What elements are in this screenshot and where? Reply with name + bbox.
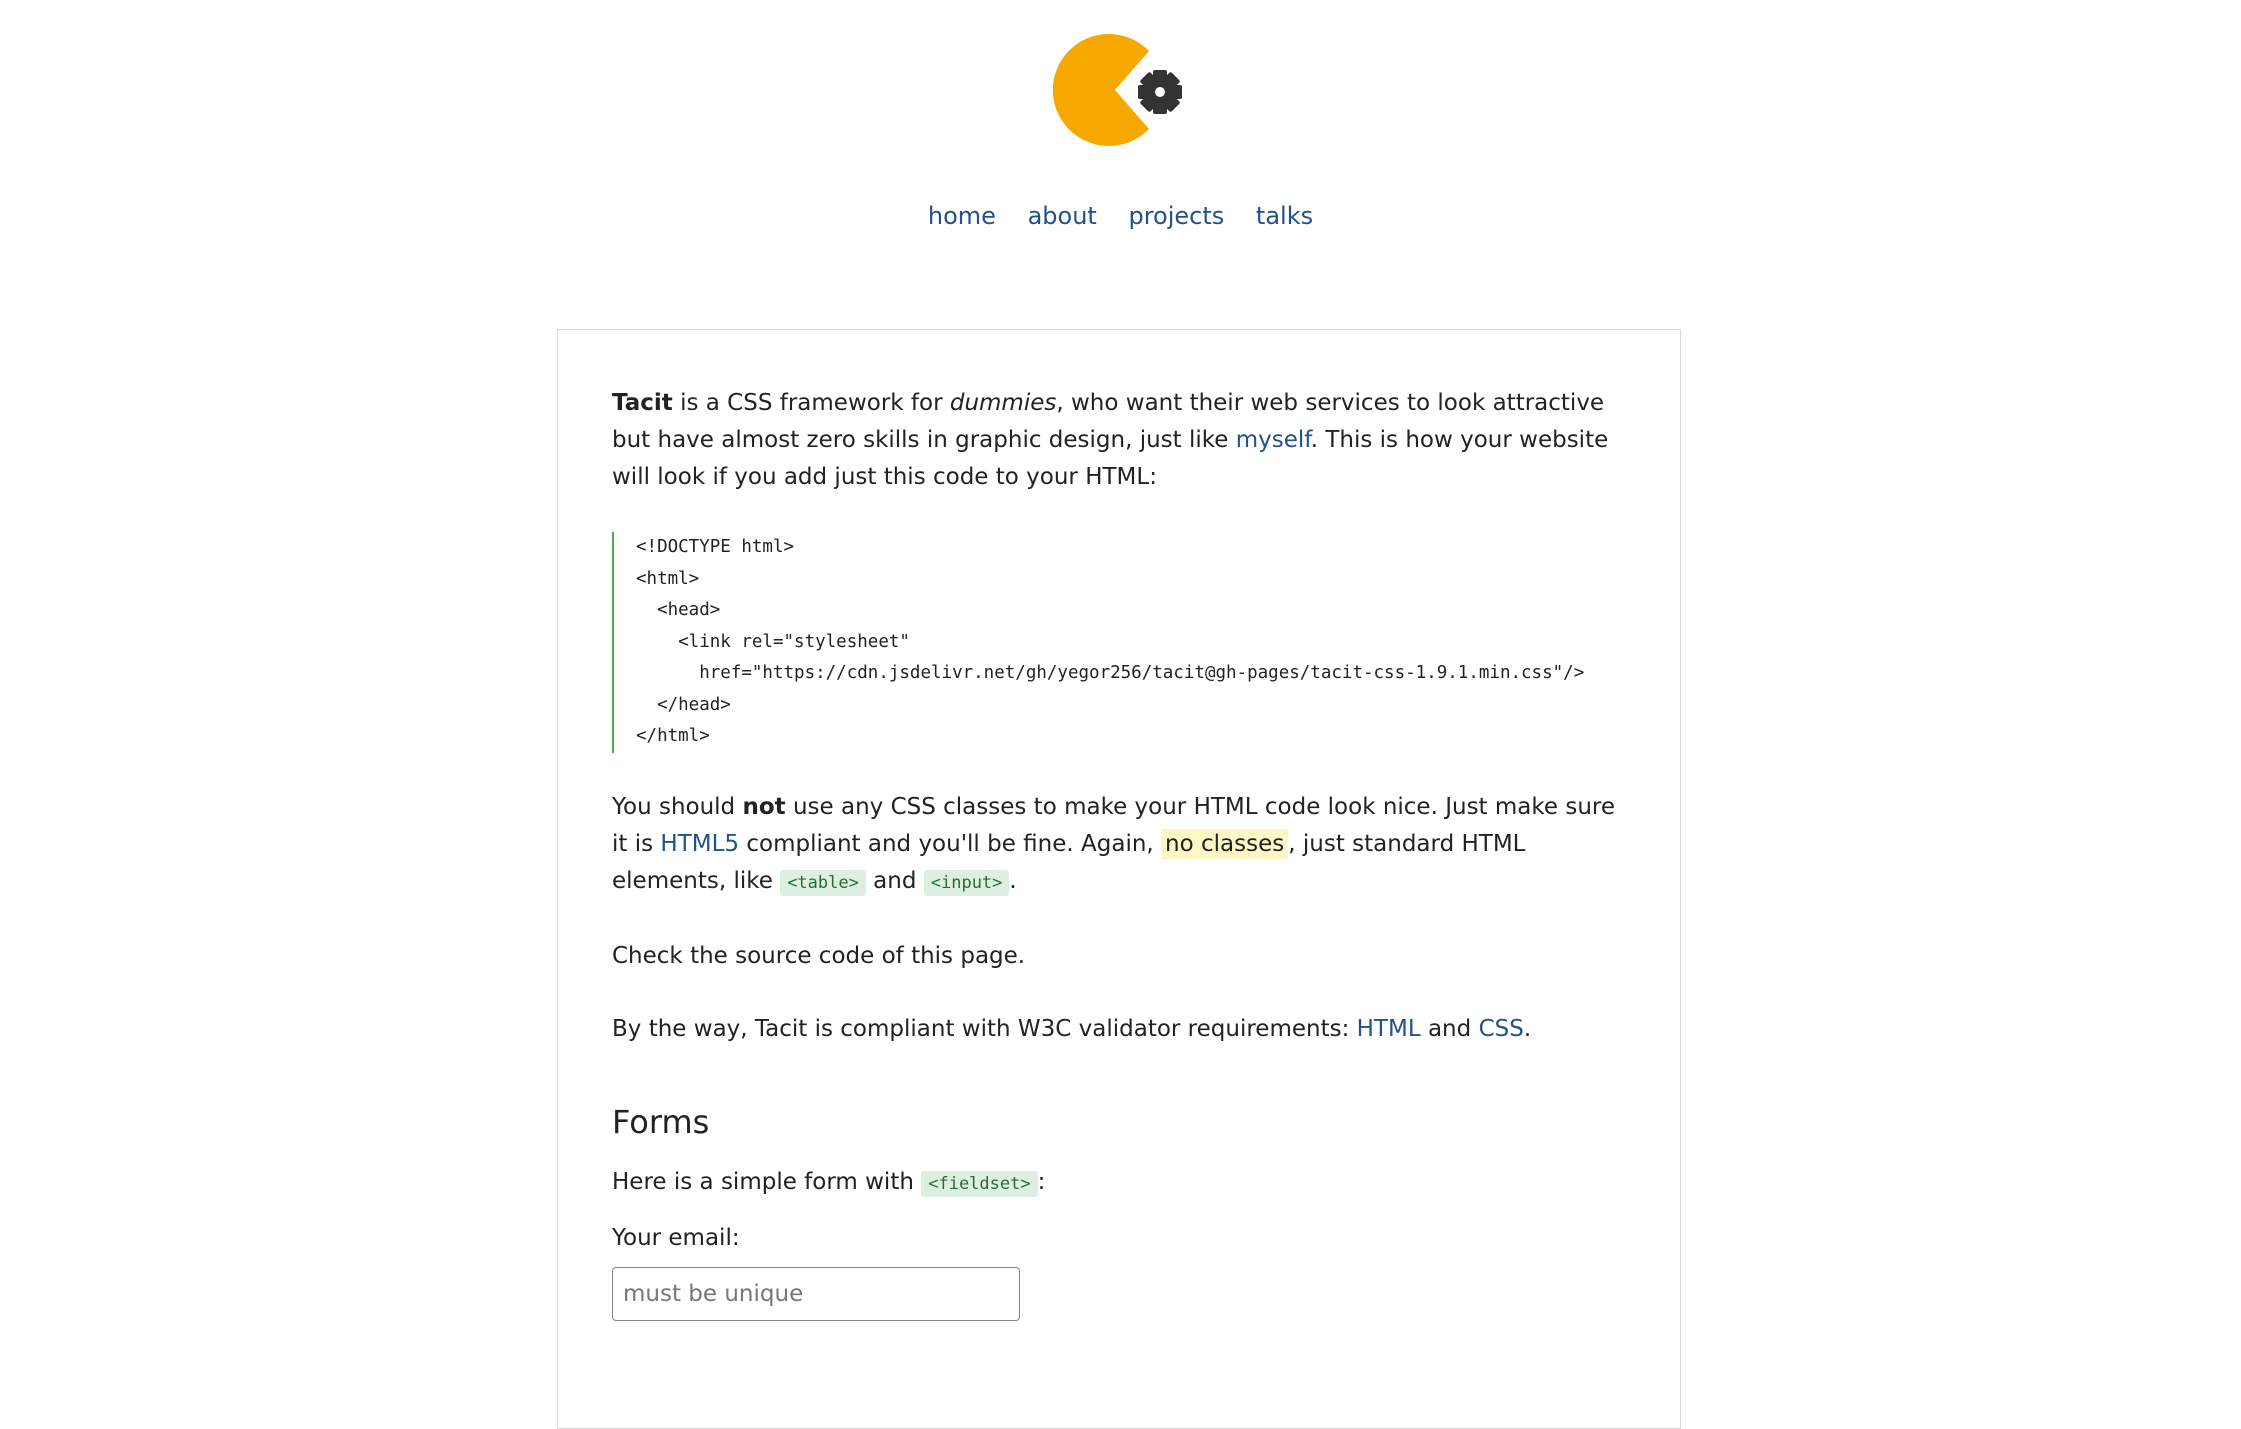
email-input[interactable] xyxy=(612,1267,1020,1321)
css-validator-link[interactable]: CSS xyxy=(1478,1015,1524,1042)
brand-name: Tacit xyxy=(612,390,673,416)
code-block: <!DOCTYPE html> <html> <head> <link rel="stylesheet" href="https://cdn.jsdelivr.net/gh/yegor256/tacit@gh-pages/tacit-css-1.9.1.min.css"/> </head> </html> xyxy=(612,532,1626,753)
html5-link[interactable]: HTML5 xyxy=(660,830,740,857)
site-logo[interactable] xyxy=(1052,30,1188,150)
nav-home[interactable]: home xyxy=(927,202,996,230)
intro-paragraph: Tacit is a CSS framework for dummies, who want their web services to look attractive but have almost zero skills in graphic design, just like myself. This is how your website will look if you add just this code to your HTML: xyxy=(612,390,1609,490)
dummies-emphasis: dummies xyxy=(949,390,1057,416)
code-table-tag: <table> xyxy=(780,870,866,896)
content-card xyxy=(557,329,1681,1429)
nav-about[interactable]: about xyxy=(1027,202,1097,230)
not-strong: not xyxy=(742,793,786,820)
html-validator-link[interactable]: HTML xyxy=(1356,1015,1421,1042)
classes-paragraph: You should not use any CSS classes to make your HTML code look nice. Just make sure it is HTML5 compliant and you'll be fine. Again, no classes , just standard HTML elements, like <table> and <input> . xyxy=(612,793,1615,894)
code-fieldset-tag: <fieldset> xyxy=(921,1171,1037,1197)
nav-projects[interactable]: projects xyxy=(1128,202,1225,230)
pacman-gear-icon xyxy=(1052,30,1188,150)
code-input-tag: <input> xyxy=(924,870,1010,896)
myself-link[interactable]: myself xyxy=(1235,427,1311,453)
main-nav xyxy=(0,202,2241,230)
no-classes-highlight: no classes xyxy=(1161,829,1288,859)
validator-paragraph: By the way, Tacit is compliant with W3C validator requirements: HTML and CSS. xyxy=(612,1015,1532,1042)
source-paragraph: Check the source code of this page. xyxy=(612,942,1026,969)
forms-intro: Here is a simple form with <fieldset> : xyxy=(612,1168,1046,1195)
email-label: Your email: xyxy=(612,1224,740,1251)
forms-heading: Forms xyxy=(612,1102,710,1141)
nav-talks[interactable]: talks xyxy=(1255,202,1314,230)
